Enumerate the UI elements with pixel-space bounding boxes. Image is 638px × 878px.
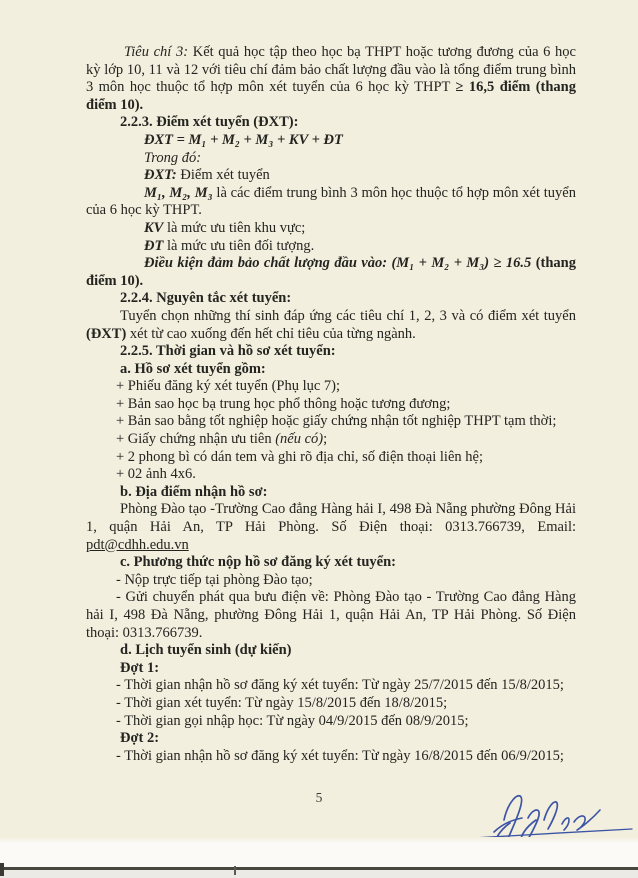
quality-condition-tail: (thang điểm 10). bbox=[86, 255, 576, 289]
dossier-item-3: + Bản sao bằng tốt nghiệp hoặc giấy chứng nhận tốt nghiệp THPT tạm thời; bbox=[116, 413, 557, 430]
principle-paragraph bbox=[86, 308, 576, 343]
dxt-definition: Điểm xét tuyển bbox=[176, 167, 270, 184]
dt-definition: là mức ưu tiên đối tượng. bbox=[163, 237, 315, 254]
principle-dxt: (ĐXT) bbox=[86, 325, 127, 342]
definition-dxt bbox=[86, 167, 576, 185]
round1-item-2: - Thời gian xét tuyển: Từ ngày 15/8/2015 đến 18/8/2015; bbox=[116, 694, 448, 711]
formula-dxt: ĐXT = M₁ + M₂ + M₃ + KV + ĐT bbox=[144, 131, 343, 148]
principle-post: xét từ cao xuống đến hết chỉ tiêu của từng ngành. bbox=[126, 325, 416, 342]
method-item-1: - Nộp trực tiếp tại phòng Đào tạo; bbox=[116, 571, 313, 588]
heading-d-schedule: d. Lịch tuyển sinh (dự kiến) bbox=[120, 642, 292, 659]
criteria3-text: Kết quả học tập theo học bạ THPT hoặc tương đương của 6 học kỳ lớp 10, 11 và 12 với tiêu chí đảm bảo chất lượng đầu vào là tổng điểm trung bình 3 môn học thuộc tổ hợp môn xét tuyển của 6 học kỳ THPT bbox=[86, 44, 576, 96]
where-label: Trong đó: bbox=[144, 149, 202, 166]
criteria3-label: Tiêu chí 3: bbox=[124, 44, 189, 60]
round2-label: Đợt 2: bbox=[120, 730, 160, 747]
dossier-item-2: + Bản sao học bạ trung học phổ thông hoặc tương đương; bbox=[116, 395, 451, 412]
page-number: 5 bbox=[315, 790, 323, 805]
kv-definition: là mức ưu tiên khu vực; bbox=[163, 219, 306, 236]
kv-term: KV bbox=[144, 219, 164, 236]
scanner-background bbox=[0, 870, 638, 878]
heading-b-location: b. Địa điểm nhận hồ sơ: bbox=[120, 483, 268, 500]
round1-item-1: - Thời gian nhận hồ sơ đăng ký xét tuyển: Từ ngày 25/7/2015 đến 15/8/2015; bbox=[116, 677, 564, 694]
dxt-term: ĐXT: bbox=[144, 167, 177, 184]
scan-edge-tick bbox=[234, 866, 236, 875]
m-term: M₁, M₂, M₃ bbox=[144, 184, 213, 201]
heading-2-2-5: 2.2.5. Thời gian và hồ sơ xét tuyển: bbox=[120, 343, 336, 360]
scan-edge-mark-left bbox=[0, 863, 4, 876]
dossier-item-4-pre: + Giấy chứng nhận ưu tiên bbox=[116, 431, 276, 448]
document-body bbox=[86, 44, 576, 765]
definition-m bbox=[86, 185, 576, 220]
quality-condition bbox=[86, 255, 576, 290]
quality-condition-main: Điều kiện đảm bảo chất lượng đầu vào: (M₁ + M₂ + M₃) ≥ 16.5 bbox=[144, 255, 532, 272]
dt-term: ĐT bbox=[144, 237, 164, 254]
email-text: pdt@cdhh.edu.vn bbox=[86, 536, 189, 553]
dossier-item-4 bbox=[86, 431, 576, 449]
round2-item-1: - Thời gian nhận hồ sơ đăng ký xét tuyển: Từ ngày 16/8/2015 đến 06/9/2015; bbox=[116, 747, 564, 764]
dossier-item-4-note: (nếu có) bbox=[275, 431, 324, 448]
dossier-item-6: + 02 ảnh 4x6. bbox=[116, 466, 196, 483]
heading-a-dossier: a. Hồ sơ xét tuyển gồm: bbox=[120, 360, 266, 377]
dossier-item-1: + Phiếu đăng ký xét tuyển (Phụ lục 7); bbox=[116, 378, 341, 395]
method-item-2: - Gửi chuyển phát qua bưu điện về: Phòng Đào tạo - Trường Cao đẳng Hàng hải I, 498 Đà Nẵng, phường Đông Hải 1, quận Hải An, TP Hải Phòng. Số Điện thoại: 0313.766739. bbox=[86, 589, 576, 641]
heading-2-2-3: 2.2.3. Điểm xét tuyển (ĐXT): bbox=[120, 114, 299, 131]
criteria3-threshold: ≥ 16,5 điểm (thang điểm 10). bbox=[86, 79, 576, 113]
location-text: Phòng Đào tạo -Trường Cao đẳng Hàng hải I, 498 Đà Nẵng phường Đông Hải 1, quận Hải An, TP Hải Phòng. Số Điện thoại: 0313.766739, Email: bbox=[86, 501, 576, 536]
definition-dt bbox=[86, 238, 576, 256]
m-definition: là các điểm trung bình 3 môn học thuộc tổ hợp môn xét tuyển của 6 học kỳ THPT. bbox=[86, 184, 576, 219]
dossier-item-5: + 2 phong bì có dán tem và ghi rõ địa chỉ, số điện thoại liên hệ; bbox=[116, 448, 483, 465]
round1-label: Đợt 1: bbox=[120, 659, 160, 676]
heading-c-method: c. Phương thức nộp hồ sơ đăng ký xét tuyển: bbox=[120, 554, 396, 571]
criteria3-paragraph bbox=[86, 44, 576, 114]
round1-item-3: - Thời gian gọi nhập học: Từ ngày 04/9/2015 đến 08/9/2015; bbox=[116, 712, 469, 729]
location-paragraph bbox=[86, 501, 576, 554]
principle-pre: Tuyển chọn những thí sinh đáp ứng các tiêu chí 1, 2, 3 và có điểm xét tuyển bbox=[120, 307, 576, 324]
definition-kv bbox=[86, 220, 576, 238]
dossier-item-4-post: ; bbox=[323, 431, 328, 448]
heading-2-2-4: 2.2.4. Nguyên tắc xét tuyển: bbox=[120, 290, 292, 307]
